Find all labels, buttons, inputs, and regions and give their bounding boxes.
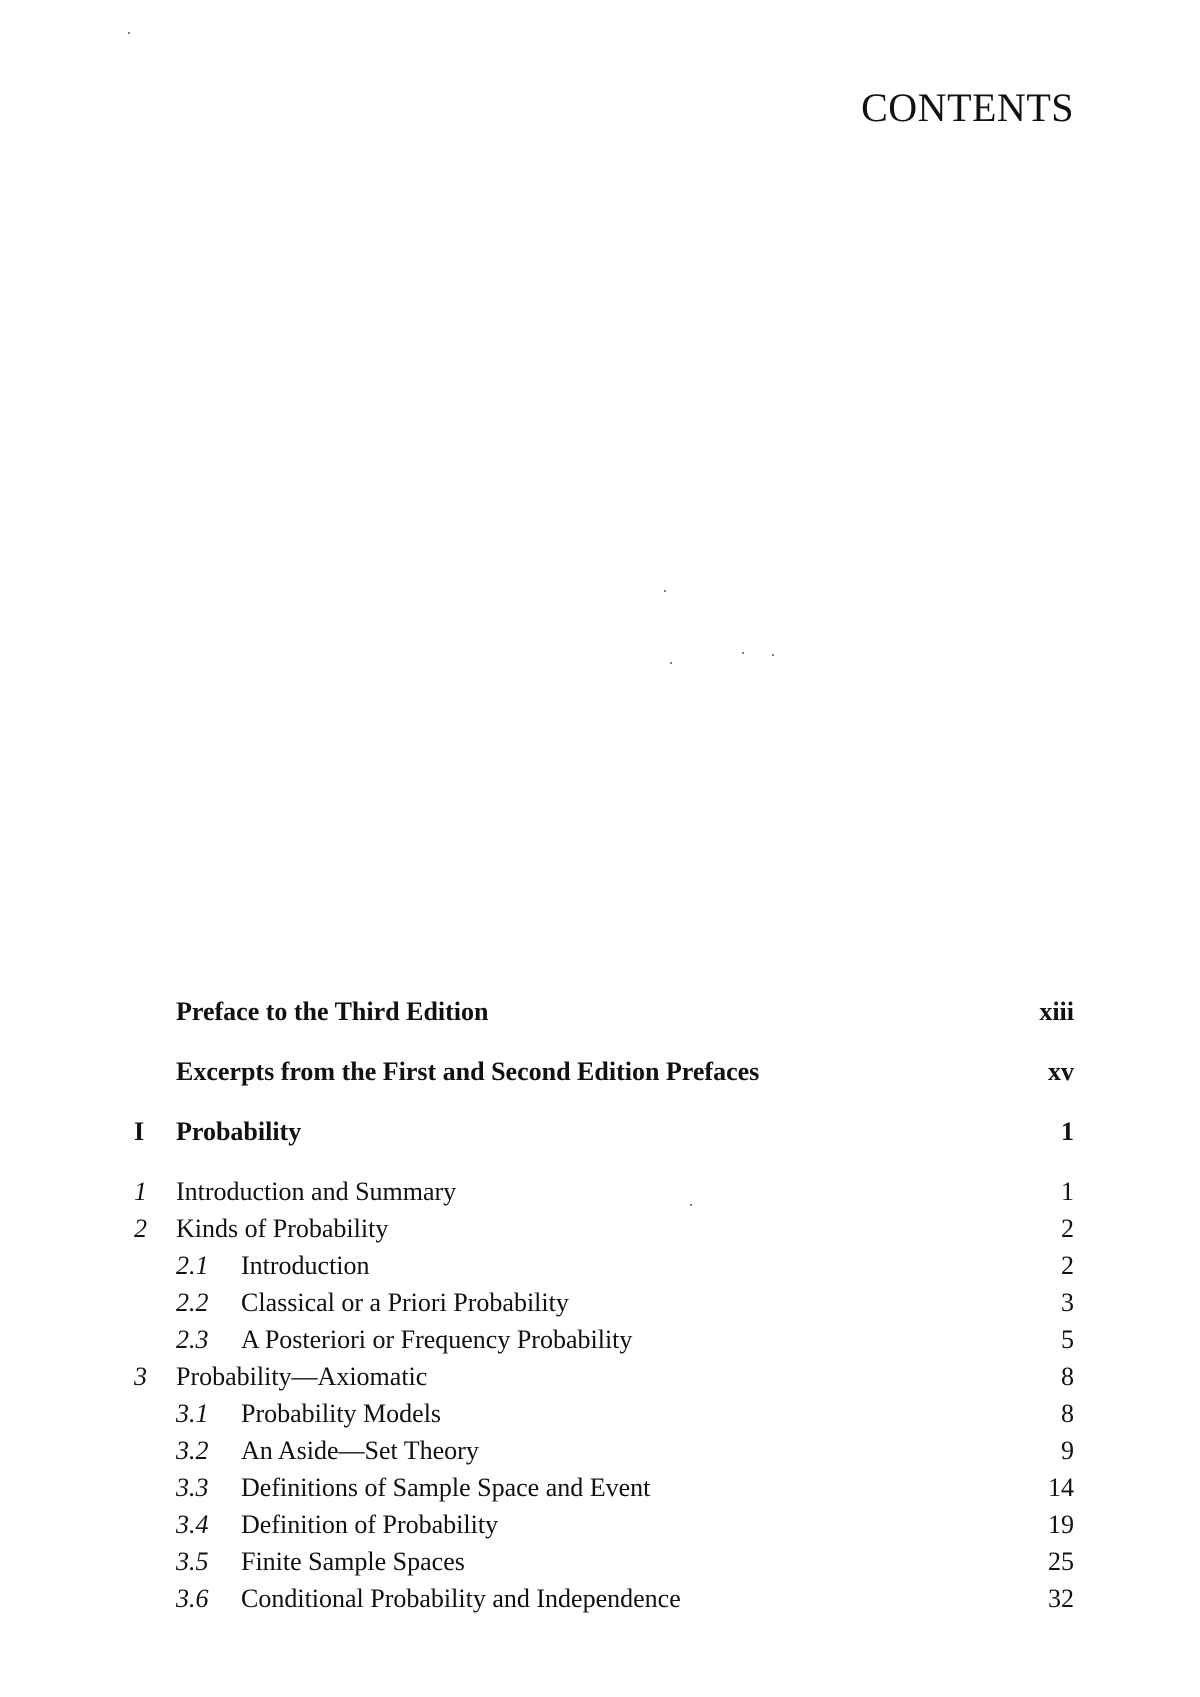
toc-entry-title: An Aside—Set Theory — [241, 1436, 479, 1465]
toc-section-number: 3.2 — [176, 1436, 209, 1465]
toc-section-number: 3.3 — [176, 1473, 209, 1502]
toc-entry-preface[interactable] — [0, 995, 1200, 1029]
toc-entry-section-3-2[interactable] — [0, 1434, 1200, 1468]
toc-entry-title: Probability Models — [241, 1399, 442, 1428]
toc-section-number: 3.1 — [176, 1399, 209, 1428]
toc-entry-page: 2 — [1061, 1251, 1074, 1280]
toc-entry-section-2-1[interactable] — [0, 1249, 1200, 1283]
toc-entry-page: 8 — [1061, 1399, 1074, 1428]
toc-entry-page: 5 — [1061, 1325, 1074, 1354]
toc-entry-part-1[interactable] — [0, 1115, 1200, 1149]
toc-entry-page: 2 — [1061, 1214, 1074, 1243]
toc-entry-title: Introduction and Summary — [176, 1177, 457, 1206]
toc-entry-section-3-6[interactable] — [0, 1582, 1200, 1616]
toc-entry-title: Excerpts from the First and Second Edition Prefaces — [176, 1057, 760, 1086]
toc-section-number: 3.5 — [176, 1547, 209, 1576]
toc-entry-page: 14 — [1048, 1473, 1074, 1502]
toc-entry-title: Probability — [176, 1117, 302, 1146]
toc-entry-section-1[interactable] — [0, 1175, 1200, 1209]
toc-entry-section-3-3[interactable] — [0, 1471, 1200, 1505]
toc-entry-page: 9 — [1061, 1436, 1074, 1465]
toc-entry-page: 25 — [1048, 1547, 1074, 1576]
toc-section-number: 3 — [134, 1362, 147, 1391]
scan-speck — [128, 32, 130, 34]
toc-entry-page: xv — [1048, 1057, 1074, 1086]
toc-entry-section-2-2[interactable] — [0, 1286, 1200, 1320]
toc-entry-page: 19 — [1048, 1510, 1074, 1539]
toc-entry-title: Probability—Axiomatic — [176, 1362, 428, 1391]
toc-entry-page: xiii — [1039, 997, 1074, 1026]
toc-entry-section-3[interactable] — [0, 1360, 1200, 1394]
toc-section-number: 2 — [134, 1214, 147, 1243]
toc-entry-section-2-3[interactable] — [0, 1323, 1200, 1357]
toc-entry-title: Introduction — [241, 1251, 370, 1280]
toc-entry-title: Classical or a Priori Probability — [241, 1288, 569, 1317]
toc-section-number: 1 — [134, 1177, 147, 1206]
scan-speck — [664, 590, 666, 592]
toc-section-number: 2.2 — [176, 1288, 209, 1317]
toc-entry-page: 32 — [1048, 1584, 1074, 1613]
toc-entry-title: A Posteriori or Frequency Probability — [241, 1325, 633, 1354]
toc-entry-title: Definitions of Sample Space and Event — [241, 1473, 651, 1502]
toc-section-number: 2.1 — [176, 1251, 209, 1280]
toc-section-number: 3.6 — [176, 1584, 209, 1613]
toc-entry-section-2[interactable] — [0, 1212, 1200, 1246]
toc-entry-title: Preface to the Third Edition — [176, 997, 489, 1026]
scan-speck — [670, 662, 672, 664]
toc-entry-excerpts[interactable] — [0, 1055, 1200, 1089]
toc-entry-page: 1 — [1061, 1177, 1074, 1206]
toc-section-number: 3.4 — [176, 1510, 209, 1539]
toc-entry-title: Definition of Probability — [241, 1510, 499, 1539]
toc-entry-section-3-5[interactable] — [0, 1545, 1200, 1579]
toc-part-number: I — [134, 1117, 145, 1146]
toc-entry-title: Kinds of Probability — [176, 1214, 389, 1243]
scan-speck — [772, 654, 774, 656]
page-title: CONTENTS — [861, 85, 1074, 130]
scan-speck — [742, 652, 744, 654]
toc-entry-page: 1 — [1061, 1117, 1074, 1146]
toc-entry-title: Finite Sample Spaces — [241, 1547, 465, 1576]
toc-entry-section-3-4[interactable] — [0, 1508, 1200, 1542]
toc-entry-title: Conditional Probability and Independence — [241, 1584, 681, 1613]
toc-entry-section-3-1[interactable] — [0, 1397, 1200, 1431]
toc-entry-page: 8 — [1061, 1362, 1074, 1391]
toc-entry-page: 3 — [1061, 1288, 1074, 1317]
toc-section-number: 2.3 — [176, 1325, 209, 1354]
